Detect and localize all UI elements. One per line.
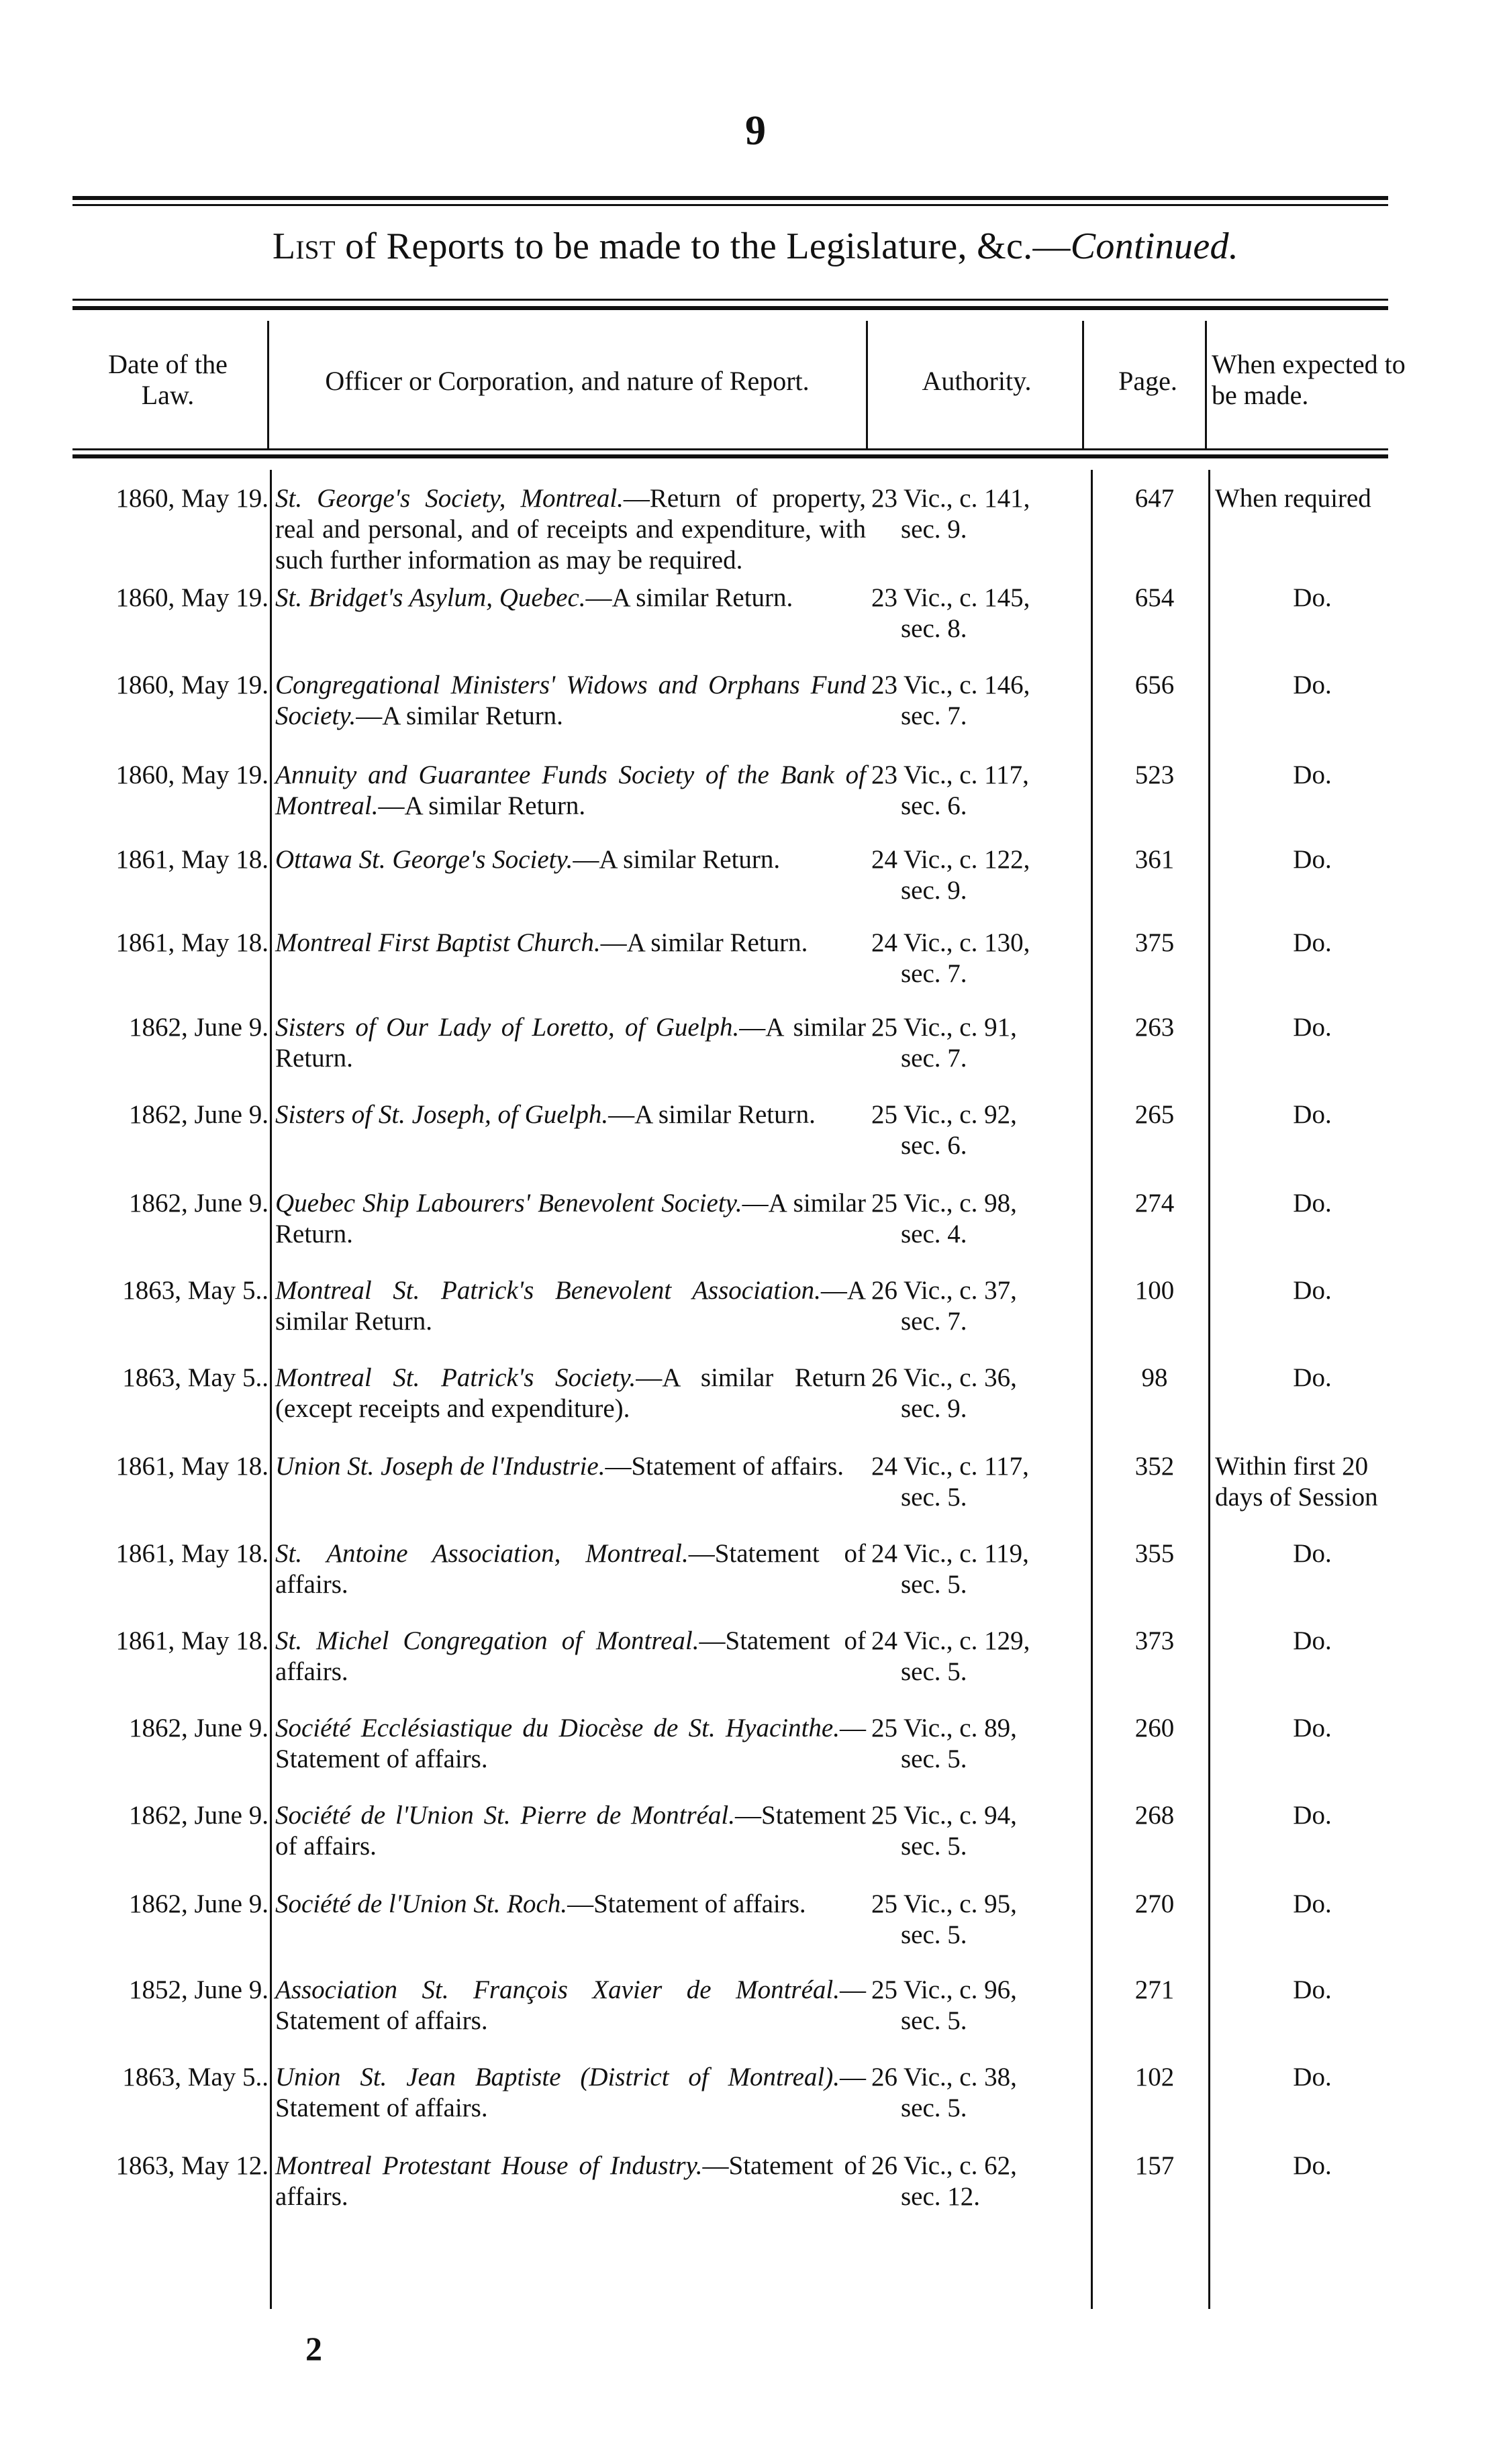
row-date: 1860, May 19. — [115, 760, 269, 789]
row-officer — [275, 1188, 866, 1250]
row-date: 1863, May 5.. — [122, 2063, 269, 2091]
row-authority-act: 24 Vic., c. 117, — [871, 1452, 1029, 1481]
row-page: 654 — [1134, 583, 1175, 612]
row-when-expected: Do. — [1293, 845, 1332, 874]
row-authority — [871, 1012, 1093, 1074]
table-row — [0, 1889, 1511, 1976]
row-authority-section: sec. 5. — [901, 2006, 967, 2035]
row-corporation-name: St. Michel Congregation of Montreal. — [275, 1626, 699, 1655]
row-authority-act: 25 Vic., c. 96, — [871, 1975, 1017, 2004]
row-authority-section: sec. 5. — [901, 1657, 967, 1686]
row-authority-section: sec. 8. — [901, 614, 967, 643]
row-report-nature: —A similar Return (except receipts and expenditure). — [275, 1363, 866, 1423]
row-authority — [871, 1363, 1093, 1424]
row-officer — [275, 1012, 866, 1074]
row-authority — [871, 1889, 1093, 1951]
row-authority — [871, 1099, 1093, 1161]
row-corporation-name: Société Ecclésiastique du Diocèse de St. Hyacinthe. — [275, 1714, 840, 1742]
row-officer — [275, 1626, 866, 1687]
row-report-nature: —Statement of affairs. — [275, 1539, 866, 1599]
title-continued: Continued. — [1070, 226, 1239, 267]
row-when-expected: When required — [1215, 484, 1371, 513]
row-date: 1852, June 9. — [129, 1975, 269, 2004]
table-row — [0, 1800, 1511, 1887]
row-officer — [275, 928, 866, 958]
row-corporation-name: Union St. Jean Baptiste (District of Montreal). — [275, 2063, 840, 2091]
page-number: 9 — [745, 108, 766, 154]
table-row — [0, 1538, 1511, 1626]
row-date: 1863, May 12. — [115, 2151, 269, 2180]
table-row — [0, 1626, 1511, 1713]
row-officer — [275, 1363, 866, 1424]
row-when-expected: Do. — [1293, 1889, 1332, 1918]
row-page: 268 — [1134, 1801, 1175, 1830]
row-when-expected: Do. — [1293, 583, 1332, 612]
row-authority — [871, 1538, 1093, 1600]
col-divider-2 — [866, 321, 868, 448]
row-authority-act: 26 Vic., c. 38, — [871, 2063, 1017, 2091]
row-when-expected: Do. — [1293, 1539, 1332, 1568]
row-date: 1862, June 9. — [129, 1801, 269, 1830]
row-date: 1861, May 18. — [115, 1539, 269, 1568]
table-row — [0, 1012, 1511, 1099]
row-date: 1861, May 18. — [115, 928, 269, 957]
row-page: 260 — [1134, 1714, 1175, 1742]
row-corporation-name: Montreal St. Patrick's Benevolent Association. — [275, 1276, 821, 1305]
row-officer — [275, 1975, 866, 2036]
row-corporation-name: Association St. François Xavier de Montréal. — [275, 1975, 840, 2004]
row-date: 1862, June 9. — [129, 1889, 269, 1918]
row-authority — [871, 844, 1093, 906]
row-report-nature: —Statement of affairs. — [275, 2151, 866, 2211]
row-authority-act: 23 Vic., c. 146, — [871, 671, 1030, 699]
row-report-nature: —A similar Return. — [600, 928, 808, 957]
row-page: 647 — [1134, 484, 1175, 513]
row-corporation-name: Sisters of St. Joseph, of Guelph. — [275, 1100, 609, 1129]
row-report-nature: —A similar Return. — [608, 1100, 816, 1129]
row-date: 1861, May 18. — [115, 845, 269, 874]
row-authority-act: 25 Vic., c. 94, — [871, 1801, 1017, 1830]
row-authority-section: sec. 7. — [901, 1307, 967, 1336]
row-corporation-name: St. Antoine Association, Montreal. — [275, 1539, 689, 1568]
row-authority-section: sec. 7. — [901, 959, 967, 988]
row-when-expected: Do. — [1293, 1714, 1332, 1742]
row-officer — [275, 2062, 866, 2124]
table-header — [0, 339, 1511, 440]
table-row — [0, 1188, 1511, 1275]
row-when-expected: Do. — [1293, 1276, 1332, 1305]
row-corporation-name: Ottawa St. George's Society. — [275, 845, 573, 874]
title-text: of Reports to be made to the Legislature, &c.— — [335, 226, 1071, 267]
row-officer — [275, 1275, 866, 1337]
row-corporation-name: Montreal First Baptist Church. — [275, 928, 601, 957]
row-authority-section: sec. 4. — [901, 1220, 967, 1248]
row-authority-section: sec. 9. — [901, 515, 967, 544]
row-report-nature: —Statement of affairs. — [275, 1714, 866, 1773]
row-authority-section: sec. 5. — [901, 1920, 967, 1949]
row-corporation-name: St. Bridget's Asylum, Quebec. — [275, 583, 586, 612]
row-authority — [871, 1275, 1093, 1337]
row-when-expected: Do. — [1293, 1801, 1332, 1830]
row-authority-section: sec. 9. — [901, 876, 967, 905]
row-report-nature: —Statement of affairs. — [275, 2063, 866, 2122]
row-corporation-name: Société de l'Union St. Pierre de Montréal. — [275, 1801, 736, 1830]
row-corporation-name: Congregational Ministers' Widows and Orphans Fund Society. — [275, 671, 866, 730]
row-authority — [871, 1188, 1093, 1250]
row-authority — [871, 583, 1093, 644]
row-when-expected: Do. — [1293, 1189, 1332, 1218]
table-row — [0, 760, 1511, 847]
row-when-expected: Do. — [1293, 1013, 1332, 1042]
row-corporation-name: Société de l'Union St. Roch. — [275, 1889, 568, 1918]
row-page: 102 — [1134, 2063, 1175, 2091]
row-authority — [871, 1975, 1093, 2036]
row-authority — [871, 1626, 1093, 1687]
row-authority — [871, 670, 1093, 732]
row-authority-section: sec. 9. — [901, 1394, 967, 1423]
row-authority-act: 24 Vic., c. 119, — [871, 1539, 1029, 1568]
row-date: 1862, June 9. — [129, 1013, 269, 1042]
table-row — [0, 928, 1511, 1015]
table-row — [0, 670, 1511, 757]
row-page: 157 — [1134, 2151, 1175, 2180]
col-divider-3 — [1082, 321, 1084, 448]
row-authority-section: sec. 5. — [901, 2093, 967, 2122]
row-when-expected: Do. — [1293, 1975, 1332, 2004]
row-page: 270 — [1134, 1889, 1175, 1918]
row-authority — [871, 1451, 1093, 1513]
row-corporation-name: Annuity and Guarantee Funds Society of the Bank of Montreal. — [275, 760, 866, 820]
header-bottom-rule — [72, 448, 1388, 458]
row-authority-section: sec. 6. — [901, 791, 967, 820]
col-divider-4 — [1205, 321, 1207, 448]
page-title — [0, 225, 1511, 268]
row-report-nature: —Statement of affairs. — [275, 1975, 866, 2035]
row-authority-section: sec. 5. — [901, 1483, 967, 1512]
row-when-expected: Do. — [1293, 760, 1332, 789]
row-officer — [275, 1713, 866, 1775]
row-authority-section: sec. 5. — [901, 1832, 967, 1861]
row-officer — [275, 483, 866, 576]
row-officer — [275, 670, 866, 732]
row-corporation-name: Union St. Joseph de l'Industrie. — [275, 1452, 605, 1481]
row-page: 355 — [1134, 1539, 1175, 1568]
row-authority-section: sec. 7. — [901, 1044, 967, 1073]
col-divider-1 — [267, 321, 269, 448]
row-authority-section: sec. 7. — [901, 701, 967, 730]
row-report-nature: —Statement of affairs. — [567, 1889, 806, 1918]
row-corporation-name: St. George's Society, Montreal. — [275, 484, 624, 513]
row-date: 1861, May 18. — [115, 1626, 269, 1655]
table-row — [0, 583, 1511, 670]
row-page: 274 — [1134, 1189, 1175, 1218]
row-when-expected: Within first 20 days of Session — [1215, 1452, 1378, 1512]
table-row — [0, 1451, 1511, 1538]
table-row — [0, 1275, 1511, 1363]
table-row — [0, 1099, 1511, 1187]
row-when-expected: Do. — [1293, 1100, 1332, 1129]
row-date: 1862, June 9. — [129, 1100, 269, 1129]
row-authority-act: 26 Vic., c. 62, — [871, 2151, 1017, 2180]
row-report-nature: —A similar Return. — [275, 1276, 866, 1336]
row-officer — [275, 1800, 866, 1862]
table-row — [0, 483, 1511, 575]
row-report-nature: —Return of property, real and personal, and of receipts and expenditure, with such further information as may be required. — [275, 484, 866, 575]
row-authority — [871, 483, 1093, 545]
top-rule — [72, 196, 1388, 206]
row-when-expected: Do. — [1293, 2063, 1332, 2091]
row-officer — [275, 1538, 866, 1600]
row-authority-act: 23 Vic., c. 117, — [871, 760, 1029, 789]
row-corporation-name: Montreal Protestant House of Industry. — [275, 2151, 703, 2180]
row-page: 100 — [1134, 1276, 1175, 1305]
row-authority-act: 26 Vic., c. 37, — [871, 1276, 1017, 1305]
header-officer: Officer or Corporation, and nature of Report. — [325, 366, 810, 396]
row-page: 373 — [1134, 1626, 1175, 1655]
row-date: 1860, May 19. — [115, 583, 269, 612]
row-page: 375 — [1134, 928, 1175, 957]
row-officer — [275, 760, 866, 822]
row-officer — [275, 1451, 866, 1482]
row-report-nature: —Statement of affairs. — [275, 1626, 866, 1686]
row-page: 656 — [1134, 671, 1175, 699]
row-when-expected: Do. — [1293, 1626, 1332, 1655]
row-officer — [275, 2151, 866, 2212]
row-officer — [275, 1099, 866, 1130]
row-authority-section: sec. 12. — [901, 2182, 981, 2211]
row-page: 271 — [1134, 1975, 1175, 2004]
row-date: 1861, May 18. — [115, 1452, 269, 1481]
row-when-expected: Do. — [1293, 2151, 1332, 2180]
row-authority — [871, 1800, 1093, 1862]
row-authority-act: 25 Vic., c. 91, — [871, 1013, 1017, 1042]
row-authority — [871, 2062, 1093, 2124]
row-date: 1863, May 5.. — [122, 1363, 269, 1392]
title-lead: List — [272, 226, 336, 267]
row-corporation-name: Sisters of Our Lady of Loretto, of Guelph. — [275, 1013, 740, 1042]
header-when: When expected to be made. — [1212, 349, 1406, 410]
row-date: 1862, June 9. — [129, 1189, 269, 1218]
row-report-nature: —A similar Return. — [573, 845, 781, 874]
row-authority-section: sec. 5. — [901, 1570, 967, 1599]
header-authority: Authority. — [922, 366, 1032, 396]
table-row — [0, 2062, 1511, 2149]
row-authority-act: 23 Vic., c. 141, — [871, 484, 1030, 513]
row-date: 1860, May 19. — [115, 484, 269, 513]
row-when-expected: Do. — [1293, 928, 1332, 957]
row-authority-act: 25 Vic., c. 98, — [871, 1189, 1017, 1218]
row-authority-act: 25 Vic., c. 92, — [871, 1100, 1017, 1129]
row-authority-act: 26 Vic., c. 36, — [871, 1363, 1017, 1392]
row-authority — [871, 2151, 1093, 2212]
header-date: Date of the Law. — [108, 349, 228, 410]
table-row — [0, 1713, 1511, 1800]
row-page: 361 — [1134, 845, 1175, 874]
row-report-nature: —A similar Return. — [275, 1189, 866, 1248]
table-row — [0, 2151, 1511, 2238]
row-report-nature: —A similar Return. — [356, 701, 563, 730]
table-row — [0, 844, 1511, 932]
row-authority-section: sec. 6. — [901, 1131, 967, 1160]
row-page: 265 — [1134, 1100, 1175, 1129]
row-report-nature: —A similar Return. — [585, 583, 793, 612]
row-report-nature: —Statement of affairs. — [275, 1801, 866, 1861]
row-when-expected: Do. — [1293, 1363, 1332, 1392]
row-report-nature: —A similar Return. — [378, 791, 586, 820]
row-officer — [275, 1889, 866, 1920]
row-authority-act: 23 Vic., c. 145, — [871, 583, 1030, 612]
row-authority — [871, 928, 1093, 989]
row-page: 352 — [1134, 1452, 1175, 1481]
row-page: 98 — [1141, 1363, 1168, 1392]
row-date: 1862, June 9. — [129, 1714, 269, 1742]
row-authority-act: 25 Vic., c. 95, — [871, 1889, 1017, 1918]
row-report-nature: —Statement of affairs. — [605, 1452, 844, 1481]
row-corporation-name: Montreal St. Patrick's Society. — [275, 1363, 636, 1392]
row-authority-section: sec. 5. — [901, 1744, 967, 1773]
row-authority-act: 24 Vic., c. 129, — [871, 1626, 1030, 1655]
row-authority-act: 25 Vic., c. 89, — [871, 1714, 1017, 1742]
row-report-nature: —A similar Return. — [275, 1013, 866, 1073]
signature-mark: 2 — [305, 2330, 322, 2367]
row-page: 263 — [1134, 1013, 1175, 1042]
row-when-expected: Do. — [1293, 671, 1332, 699]
row-authority — [871, 1713, 1093, 1775]
row-page: 523 — [1134, 760, 1175, 789]
row-officer — [275, 583, 866, 613]
header-top-rule — [72, 299, 1388, 310]
row-date: 1863, May 5.. — [122, 1276, 269, 1305]
table-row — [0, 1363, 1511, 1450]
row-corporation-name: Quebec Ship Labourers' Benevolent Society. — [275, 1189, 742, 1218]
row-officer — [275, 844, 866, 875]
table-row — [0, 1975, 1511, 2062]
row-authority-act: 24 Vic., c. 122, — [871, 845, 1030, 874]
row-authority — [871, 760, 1093, 822]
header-page: Page. — [1118, 366, 1177, 396]
row-authority-act: 24 Vic., c. 130, — [871, 928, 1030, 957]
row-date: 1860, May 19. — [115, 671, 269, 699]
